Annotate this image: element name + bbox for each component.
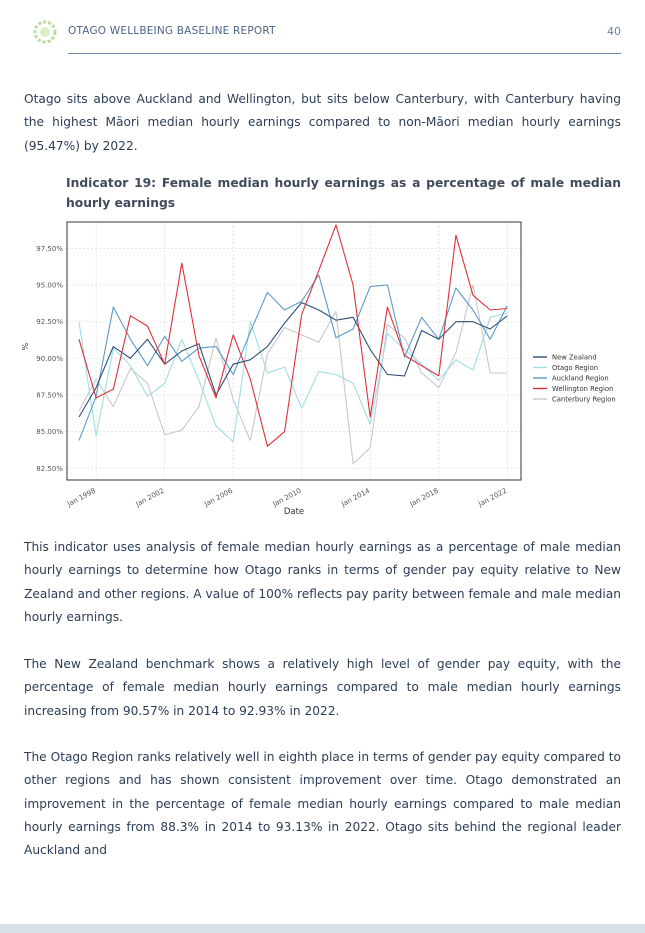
chart-axes: [21, 245, 508, 517]
header-divider: [68, 53, 621, 54]
report-logo-icon: [32, 19, 58, 45]
x-axis-label: Date: [283, 507, 305, 517]
y-tick-label: 97.50%: [36, 244, 63, 253]
figure-caption: Indicator 19: Female median hourly earnings as a percentage of male median hourly earnings: [66, 176, 621, 210]
y-tick-label: 82.50%: [36, 464, 63, 473]
x-tick-label: Jan 2010: [271, 486, 303, 509]
legend-label: Auckland Region: [552, 374, 609, 383]
y-axis-label: %: [21, 342, 30, 351]
series-line-auckland-region: [79, 275, 507, 441]
nz-benchmark-paragraph: The New Zealand benchmark shows a relatively high level of gender pay equity, with the percentage of female median hourly earnings compared to male median hourly earnings increasing from 90.57% in 2014 to 92.93% in 2022.: [24, 657, 621, 718]
legend-label: New Zealand: [552, 353, 597, 362]
indicator-description-paragraph: This indicator uses analysis of female median hourly earnings as a percentage of male median hourly earnings to determine how Otago ranks in terms of gender pay equity relative to New Zealand and other regions. A value of 100% reflects pay parity between female and male median hourly earnings.: [24, 540, 621, 624]
intro-paragraph: Otago sits above Auckland and Wellington, but sits below Canterbury, with Canterbury having the highest Māori median hourly earnings compared to non-Māori median hourly earnings (95.47%) by 2022.: [24, 92, 621, 153]
legend-label: Wellington Region: [552, 385, 614, 393]
otago-ranking-paragraph: The Otago Region ranks relatively well in eighth place in terms of gender pay equity compared to other regions and has shown consistent improvement over time. Otago demonstrated an improvement in the percentage of female median hourly earnings compared to male median hourly earnings from 88.3% in 2014 to 93.13% in 2022. Otago sits behind the regional leader Auckland and: [24, 750, 621, 858]
y-tick-label: 85.00%: [36, 428, 63, 437]
y-tick-label: 90.00%: [36, 354, 63, 363]
x-tick-label: Jan 2014: [340, 486, 372, 509]
x-tick-label: Jan 2022: [477, 486, 509, 509]
gender-pay-equity-line-chart: [0, 212, 645, 522]
y-tick-label: 92.50%: [36, 318, 63, 327]
legend-label: Otago Region: [552, 364, 599, 372]
y-tick-label: 95.00%: [36, 281, 63, 290]
x-tick-label: Jan 1998: [66, 486, 98, 509]
chart-series: [79, 225, 507, 464]
x-tick-label: Jan 2006: [203, 486, 235, 509]
legend-label: Canterbury Region: [552, 395, 616, 404]
report-title: OTAGO WELLBEING BASELINE REPORT: [68, 25, 276, 37]
page-number: 40: [607, 25, 621, 38]
chart-legend: [533, 354, 616, 404]
series-line-otago-region: [79, 313, 507, 442]
y-tick-label: 87.50%: [36, 391, 63, 400]
x-tick-label: Jan 2018: [408, 486, 440, 509]
x-tick-label: Jan 2002: [134, 486, 166, 509]
footer-bar: [0, 924, 645, 933]
